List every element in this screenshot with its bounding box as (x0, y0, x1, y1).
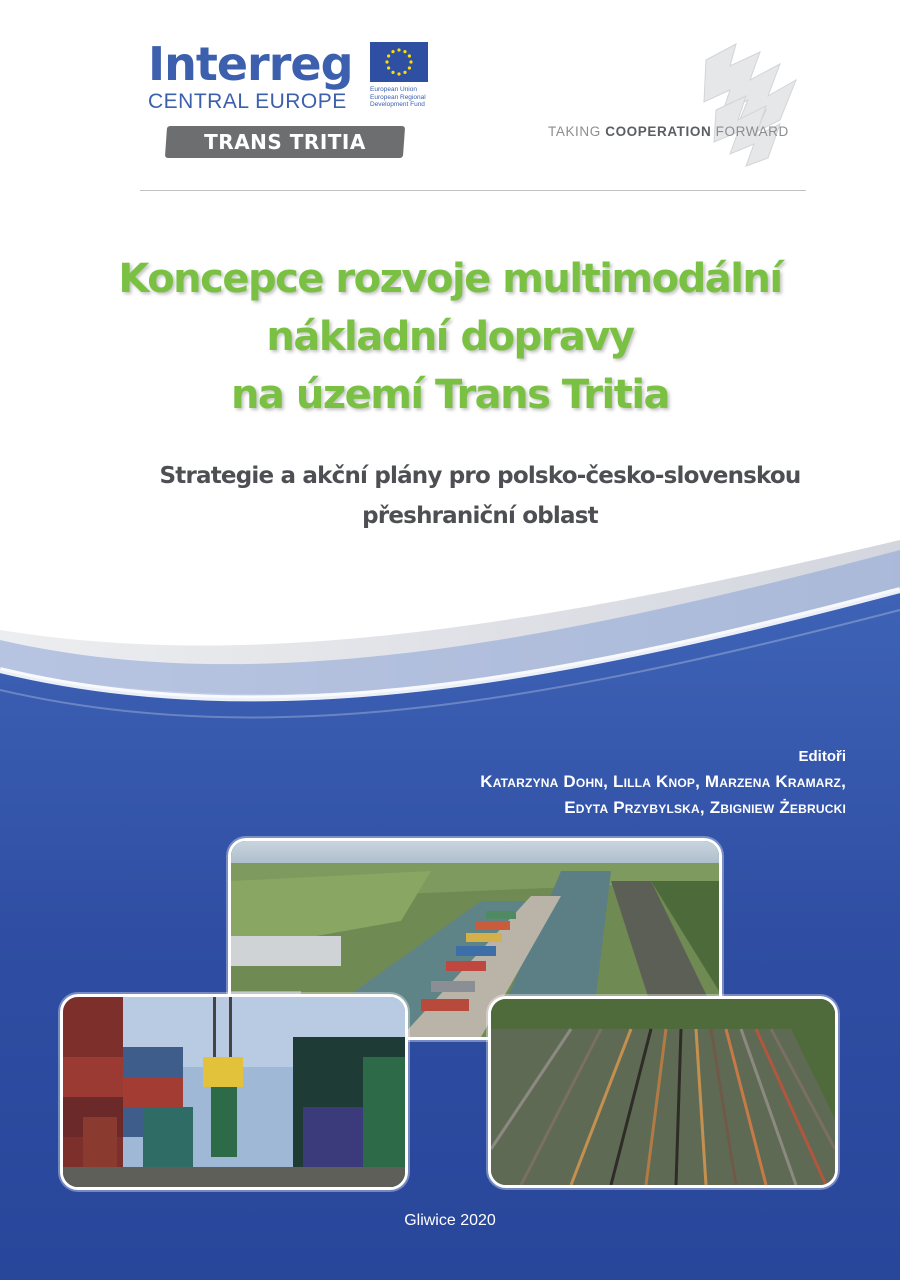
tagline (548, 124, 789, 139)
title-line: na území Trans Tritia (230, 372, 670, 418)
place-and-year: Gliwice 2020 (404, 1212, 496, 1229)
central-europe-label: CENTRAL EUROPE (148, 90, 347, 113)
tagline-suffix: FORWARD (711, 124, 789, 139)
title-line: Koncepce rozvoje multimodální (118, 256, 782, 302)
interreg-wordmark: Interreg (148, 37, 353, 91)
tagline-bold: COOPERATION (605, 124, 712, 139)
editors-names: Katarzyna Dohn, Lilla Knop, Marzena Kramarz, (480, 772, 846, 791)
eu-caption-line: European Regional (370, 93, 426, 101)
eu-caption-line: European Union (370, 86, 417, 93)
container-yard-photo (60, 994, 408, 1190)
interreg-logo (148, 38, 438, 158)
taking-cooperation-forward-logo (548, 40, 818, 170)
rail-yard-photo (488, 996, 838, 1188)
arrows-graphic-icon (676, 40, 816, 170)
document-subtitle (100, 456, 860, 536)
eu-caption-line: Development Fund (370, 101, 425, 108)
eu-flag-icon (370, 42, 428, 82)
title-line: nákladní dopravy (266, 314, 634, 360)
subtitle-line: Strategie a akční plány pro polsko-česko-slovenskou (159, 463, 801, 489)
header-divider (140, 190, 806, 191)
editors-names: Edyta Przybylska, Zbigniew Żebrucki (564, 798, 846, 817)
document-title (60, 250, 840, 424)
editors-label: Editoři (798, 748, 846, 765)
tagline-prefix: TAKING (548, 124, 606, 139)
subtitle-line: přeshraniční oblast (362, 503, 598, 529)
project-name: TRANS TRITIA (204, 130, 366, 154)
eu-caption (370, 86, 450, 109)
